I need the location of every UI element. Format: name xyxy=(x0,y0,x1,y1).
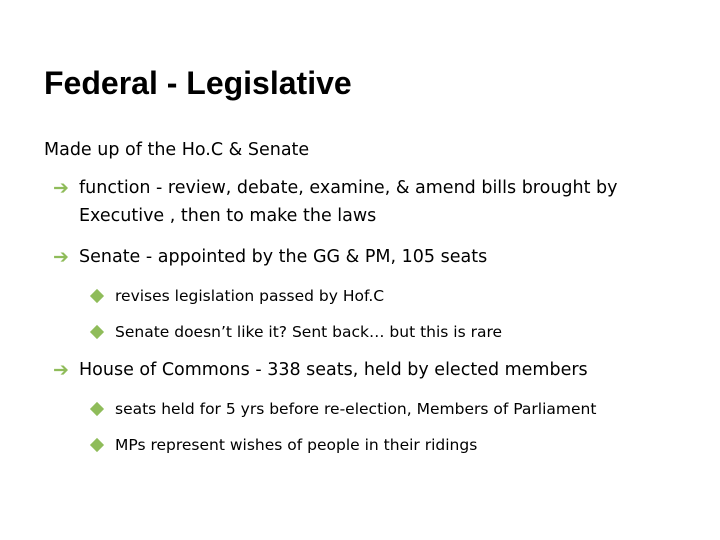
diamond-icon xyxy=(90,289,104,303)
sub-bullet-text: MPs represent wishes of people in their ridings xyxy=(115,436,478,454)
slide-body xyxy=(44,136,694,469)
bullet-text: Senate - appointed by the GG & PM, 105 seats xyxy=(79,247,488,267)
arrow-right-icon: ➔ xyxy=(53,359,69,381)
sub-bullet-item xyxy=(44,397,694,421)
bullet-text: House of Commons - 338 seats, held by elected members xyxy=(79,360,588,380)
bullet-group xyxy=(44,356,694,457)
sub-bullet-text: Senate doesn’t like it? Sent back… but this is rare xyxy=(115,323,503,341)
diamond-icon xyxy=(90,438,104,452)
sub-bullet-item xyxy=(44,284,694,308)
bullet-group xyxy=(44,174,694,230)
bullet-item xyxy=(44,356,694,384)
sub-bullet-item xyxy=(44,320,694,344)
bullet-text: function - review, debate, examine, & amend bills brought by Executive , then to make the laws xyxy=(79,178,618,226)
lead-text: Made up of the Ho.C & Senate xyxy=(44,140,310,160)
sub-bullet-item xyxy=(44,433,694,457)
diamond-icon xyxy=(90,325,104,339)
bullet-group xyxy=(44,243,694,344)
slide-title: Federal - Legislative xyxy=(44,65,352,101)
bullet-item xyxy=(44,174,694,230)
sub-bullet-text: seats held for 5 yrs before re-election, Members of Parliament xyxy=(115,400,597,418)
arrow-right-icon: ➔ xyxy=(53,246,69,268)
bullet-item xyxy=(44,243,694,271)
diamond-icon xyxy=(90,402,104,416)
sub-bullet-text: revises legislation passed by Hof.C xyxy=(115,287,385,305)
arrow-right-icon: ➔ xyxy=(53,177,69,199)
